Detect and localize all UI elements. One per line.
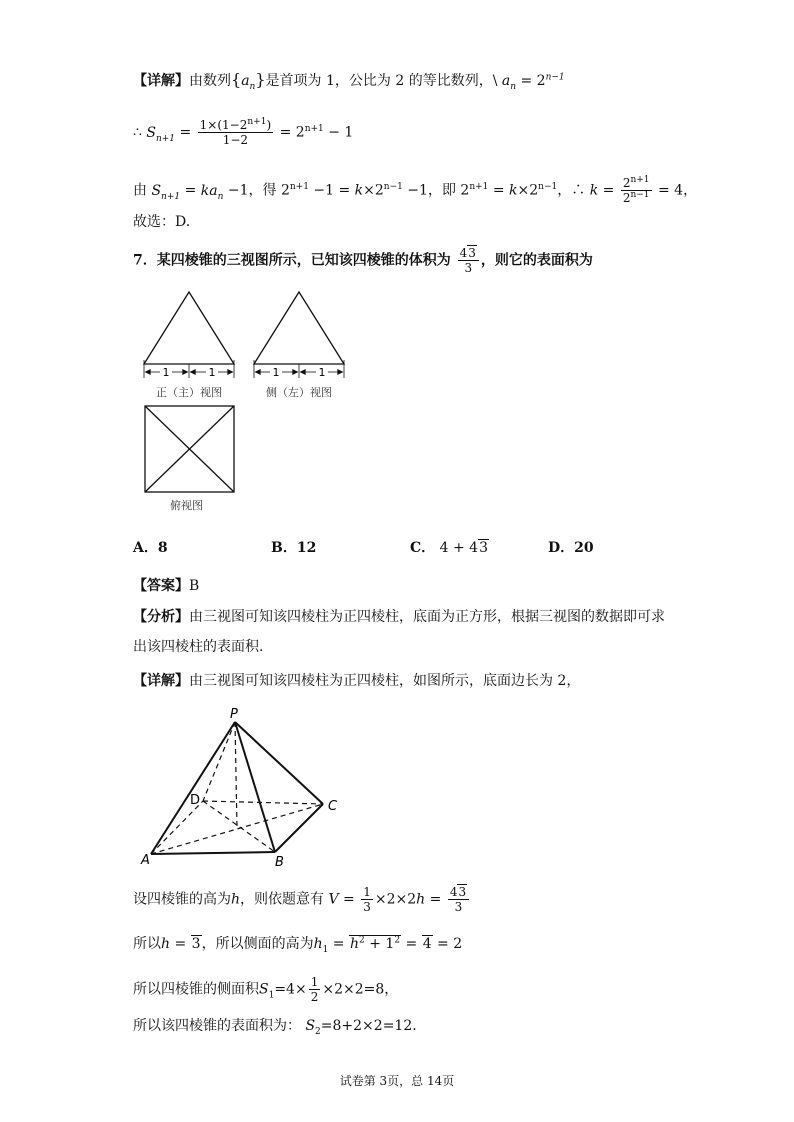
lateral-area-line: 所以四棱锥的侧面积$S_1=4\times$ $\frac{1}{2}$ ×2×2=8， bbox=[133, 975, 399, 1004]
prev-detail-line1: 【详解】由数列$\{a_n\}$是首项为 1，公比为 2 的等比数列，\ $a_n = 2^{n-1}$ bbox=[133, 70, 565, 92]
prev-conclusion: 故选：D. bbox=[133, 214, 191, 230]
option-b: B．12 bbox=[271, 540, 317, 556]
analysis-line2: 出该四棱柱的表面积. bbox=[133, 639, 264, 655]
top-view bbox=[145, 406, 234, 492]
option-d: D．20 bbox=[548, 540, 594, 556]
side-dim-right: 1 bbox=[318, 366, 326, 379]
vertex-p: P bbox=[230, 707, 238, 722]
question-7: 7．某四棱锥的三视图所示，已知该四棱锥的体积为 $\frac{43}{3}$ ，则它的表面积为 bbox=[133, 246, 593, 275]
front-view-caption: 正（主）视图 bbox=[156, 386, 222, 399]
front-dim-right: 1 bbox=[208, 366, 216, 379]
three-views-figure bbox=[140, 288, 360, 503]
analysis-line1: 【分析】由三视图可知该四棱柱为正四棱柱，底面为正方形，根据三视图的数据即可求 bbox=[133, 609, 665, 625]
question-number: 7． bbox=[133, 252, 157, 269]
k-derivation-line: 由 $S_{n+1} = ka_n -1$，得 $2^{n+1} -1 = k\times 2^{n-1} -1$，即 $2^{n+1} = k\times 2^{n-1}$，∴ k = $\frac{2^{n+1}}{2^{n-1}}$ = 4， bbox=[133, 175, 698, 205]
side-view-caption: 侧（左）视图 bbox=[266, 386, 332, 399]
vertex-c: C bbox=[328, 799, 338, 814]
answer-line: 【答案】B bbox=[133, 578, 200, 594]
detail-tag: 【详解】 bbox=[133, 73, 189, 89]
top-view-caption: 俯视图 bbox=[170, 499, 203, 512]
front-view bbox=[144, 292, 234, 378]
front-dim-left: 1 bbox=[162, 366, 170, 379]
option-a: A．8 bbox=[133, 540, 168, 556]
pyramid-figure bbox=[135, 700, 355, 872]
vertex-a: A bbox=[141, 853, 150, 868]
option-c: C． 4 + 43 bbox=[410, 540, 488, 556]
surface-area-line: 所以该四棱锥的表面积为： $S_2=8+2\times 2=12$. bbox=[133, 1018, 417, 1037]
vertex-d: D bbox=[190, 793, 201, 808]
vertex-b: B bbox=[275, 855, 284, 870]
detail-line1: 【详解】由三视图可知该四棱柱为正四棱柱，如图所示，底面边长为 2， bbox=[133, 673, 581, 689]
h-value-line: 所以h = 3，所以侧面的高为$h_1 = h^2 + 1^2 = 4 = 2$ bbox=[133, 935, 463, 955]
sum-formula-line: ∴ $S_{n+1}$ = $\frac{1\times(1-2^{n+1})}{1-2}$ = $2^{n+1} - 1$ bbox=[133, 117, 354, 147]
side-dim-left: 1 bbox=[272, 366, 280, 379]
page-footer: 试卷第 3页，总 14页 bbox=[339, 1074, 455, 1088]
side-view bbox=[254, 292, 344, 378]
height-volume-line: 设四棱锥的高为h，则依题意有 V = $\frac{1}{3}$ ×2×2h = $\frac{43}{3}$ bbox=[133, 885, 471, 914]
